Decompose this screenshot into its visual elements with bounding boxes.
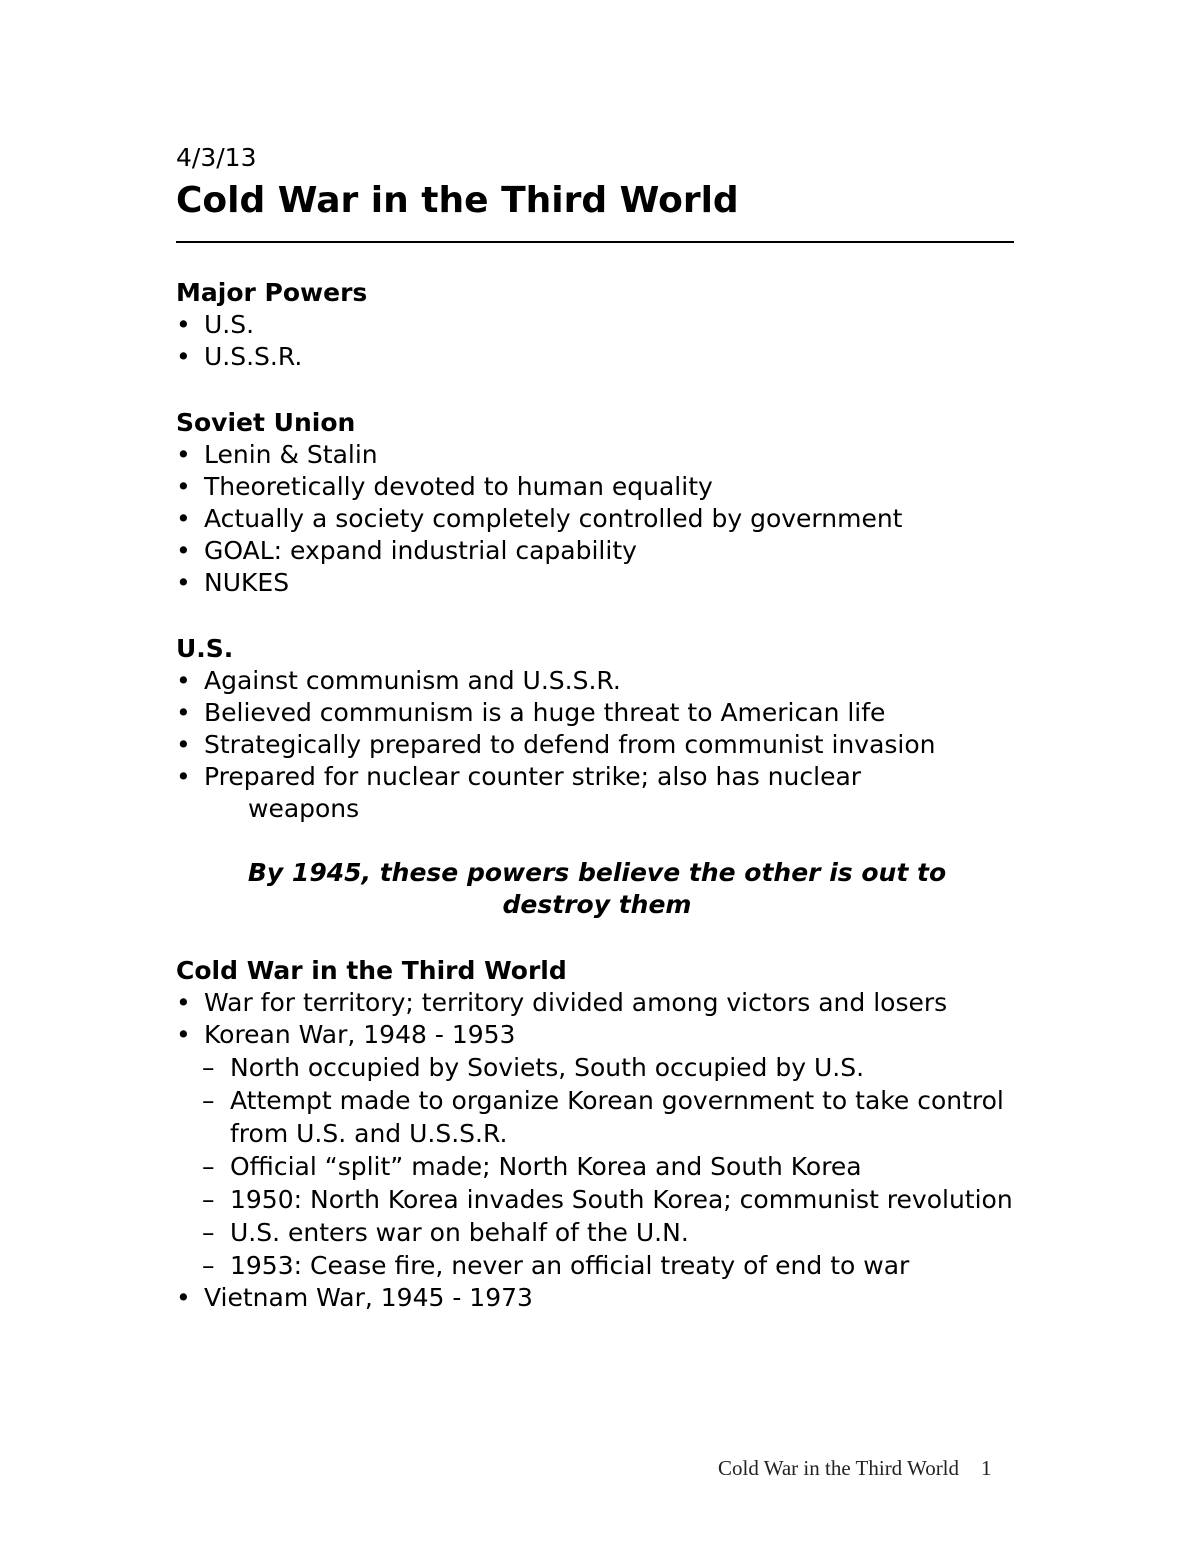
- section-heading: Major Powers: [176, 278, 368, 307]
- section-major-powers: [176, 277, 1026, 373]
- sub-list-item: – U.S. enters war on behalf of the U.N.: [176, 1216, 1026, 1249]
- note-date: 4/3/13: [176, 143, 257, 172]
- footer-title: Cold War in the Third World: [718, 1456, 960, 1480]
- section-cold-war-third-world: [176, 955, 1026, 1314]
- sub-list-item: – North occupied by Soviets, South occupied by U.S.: [176, 1051, 1026, 1084]
- list-item-text: Prepared for nuclear counter strike; also has nuclear: [204, 762, 862, 791]
- bullet-list: [176, 665, 1026, 825]
- document-title: Cold War in the Third World: [176, 180, 739, 221]
- bullet-list: [176, 309, 1026, 373]
- sub-list-item: – 1953: Cease fire, never an official treaty of end to war: [176, 1249, 1026, 1282]
- callout-line: destroy them: [502, 890, 692, 919]
- list-item: • Vietnam War, 1945 - 1973: [176, 1282, 1026, 1314]
- list-item: • Against communism and U.S.S.R.: [176, 665, 1026, 697]
- list-item: • NUKES: [176, 567, 1026, 599]
- sub-list-item: – 1950: North Korea invades South Korea; communist revolution: [176, 1183, 1026, 1216]
- section-soviet-union: [176, 407, 1026, 599]
- section-heading: Cold War in the Third World: [176, 956, 567, 985]
- list-item: • Theoretically devoted to human equality: [176, 471, 1026, 503]
- sub-list-item: – Attempt made to organize Korean government to take control from U.S. and U.S.S.R.: [176, 1084, 1026, 1150]
- list-item: • Strategically prepared to defend from communist invasion: [176, 729, 1026, 761]
- list-item-continuation: weapons: [248, 794, 360, 823]
- list-item: • GOAL: expand industrial capability: [176, 535, 1026, 567]
- document-page: [176, 138, 1026, 1314]
- list-item: • Believed communism is a huge threat to American life: [176, 697, 1026, 729]
- sub-list: [176, 1051, 1026, 1282]
- list-item: • Actually a society completely controlled by government: [176, 503, 1026, 535]
- section-heading: U.S.: [176, 634, 234, 663]
- page-footer: [718, 1456, 992, 1481]
- bullet-list: [176, 439, 1026, 599]
- page-number: 1: [981, 1456, 992, 1480]
- section-us: [176, 633, 1026, 825]
- list-item: • U.S.S.R.: [176, 341, 1026, 373]
- list-item: • War for territory; territory divided among victors and losers: [176, 987, 1026, 1019]
- list-item: [176, 1019, 1026, 1282]
- list-item: • Lenin & Stalin: [176, 439, 1026, 471]
- list-item: • U.S.: [176, 309, 1026, 341]
- key-takeaway-callout: [176, 857, 1018, 921]
- callout-line: By 1945, these powers believe the other is out to: [247, 858, 947, 887]
- bullet-list: [176, 987, 1026, 1314]
- list-item-text: Korean War, 1948 - 1953: [204, 1020, 516, 1049]
- sub-list-item: – Official “split” made; North Korea and South Korea: [176, 1150, 1026, 1183]
- list-item: [176, 761, 1026, 825]
- title-divider: [176, 241, 1014, 243]
- section-heading: Soviet Union: [176, 408, 356, 437]
